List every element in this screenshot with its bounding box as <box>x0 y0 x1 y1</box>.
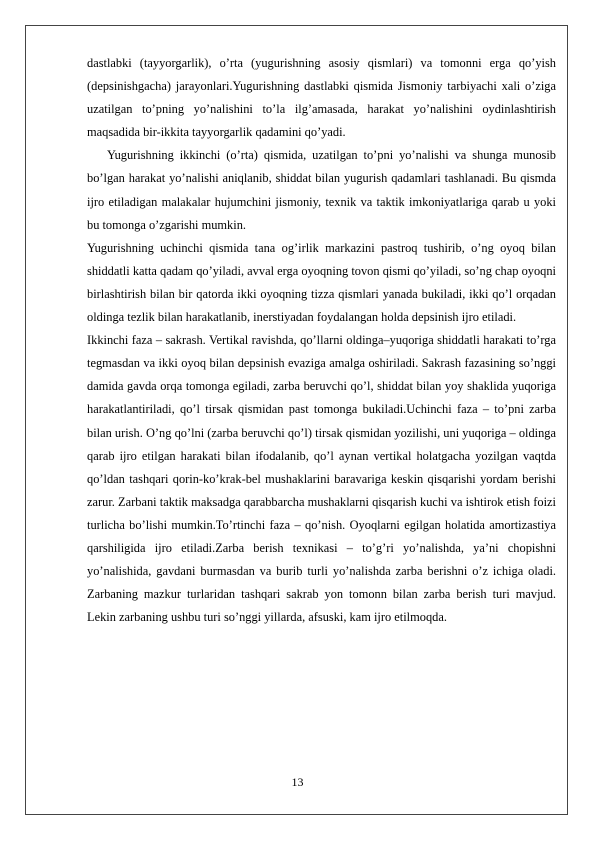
paragraph-2: Yugurishning ikkinchi (o’rta) qismida, uzatilgan to’pni yo’nalishi va shunga munosib bo’lgan harakat yo’nalishi aniqlanib, shiddat bilan yugurish qadamlari tashlanadi. Bu qismda ijro etiladigan malakalar hujumchini jismoniy, texnik va taktik imkoniyatlariga qarab u yoki bu tomonga o’zgarishi mumkin. <box>87 148 556 232</box>
document-body <box>87 52 556 629</box>
paragraph-3: Yugurishning uchinchi qismida tana og’irlik markazini pastroq tushirib, o’ng oyoq bilan shiddatli katta qadam qo’yiladi, avval erga oyoqning tovon qismi qo’yiladi, so’ng chap oyoqni birlashtirish bilan bir qatorda ikki oyoqning tizza qismlari yanada bukiladi, ikki qo’l orqadan oldinga tezlik bilan harakatlanib, inerstiyadan foydalangan holda depsinish ijro etiladi. <box>87 240 556 325</box>
page-number: 13 <box>291 775 304 789</box>
paragraph-1: dastlabki (tayyorgarlik), o’rta (yugurishning asosiy qismlari) va tomonni erga qo’yish (depsinishgacha) jarayonlari.Yugurishning dastlabki qismida Jismoniy tarbiyachi xali o’ziga uzatilgan to’pning yo’nalishini to’la ilg’amasada, harakat yo’nalishini oydinlashtirish maqsadida bir-ikkita tayyorgarlik qadamini qo’yadi. <box>87 56 556 140</box>
paragraph-4: Ikkinchi faza – sakrash. Vertikal ravishda, qo’llarni oldinga–yuqoriga shiddatli harakati to’rga tegmasdan va ikki oyoq bilan depsinish evaziga amalga oshiriladi. Sakrash fazasining so’nggi damida gavda orqa tomonga egiladi, zarba beruvchi qo’l, shiddat bilan yoy shaklida yuqoriga harakatlantiriladi, qo’l tirsak qismidan past tomonga bukiladi.Uchinchi faza – to’pni zarba bilan urish. O’ng qo’lni (zarba beruvchi qo’l) tirsak qismidan yozilishi, uni yuqoriga – oldinga qarab ijro etilgan harakati bilan ifodalanib, qo’l aynan vertikal holatgacha yozilgan vaqtda qo’ldan tashqari qorin-ko’krak-bel mushaklarini baravariga keskin qisqarishi yordam berishi zarur. Zarbani taktik maksadga qarabbarcha mushaklarni qisqarish kuchi va ishtirok etish foizi turlicha bo’lishi mumkin.To’rtinchi faza – qo’nish. Oyoqlarni egilgan holatida amortizastiya qarshiligida ijro etiladi.Zarba berish texnikasi – to’g’ri yo’nalishda, ya’ni chopishni yo’nalishida, gavdani burmasdan va burib turli yo’nalishda zarba berishni o’z ichiga oladi. Zarbaning mazkur turlaridan tashqari sakrab yon tomonn bilan zarba berish turi mavjud. Lekin zarbaning ushbu turi so’nggi yillarda, afsuski, kam ijro etilmoqda. <box>87 333 556 625</box>
